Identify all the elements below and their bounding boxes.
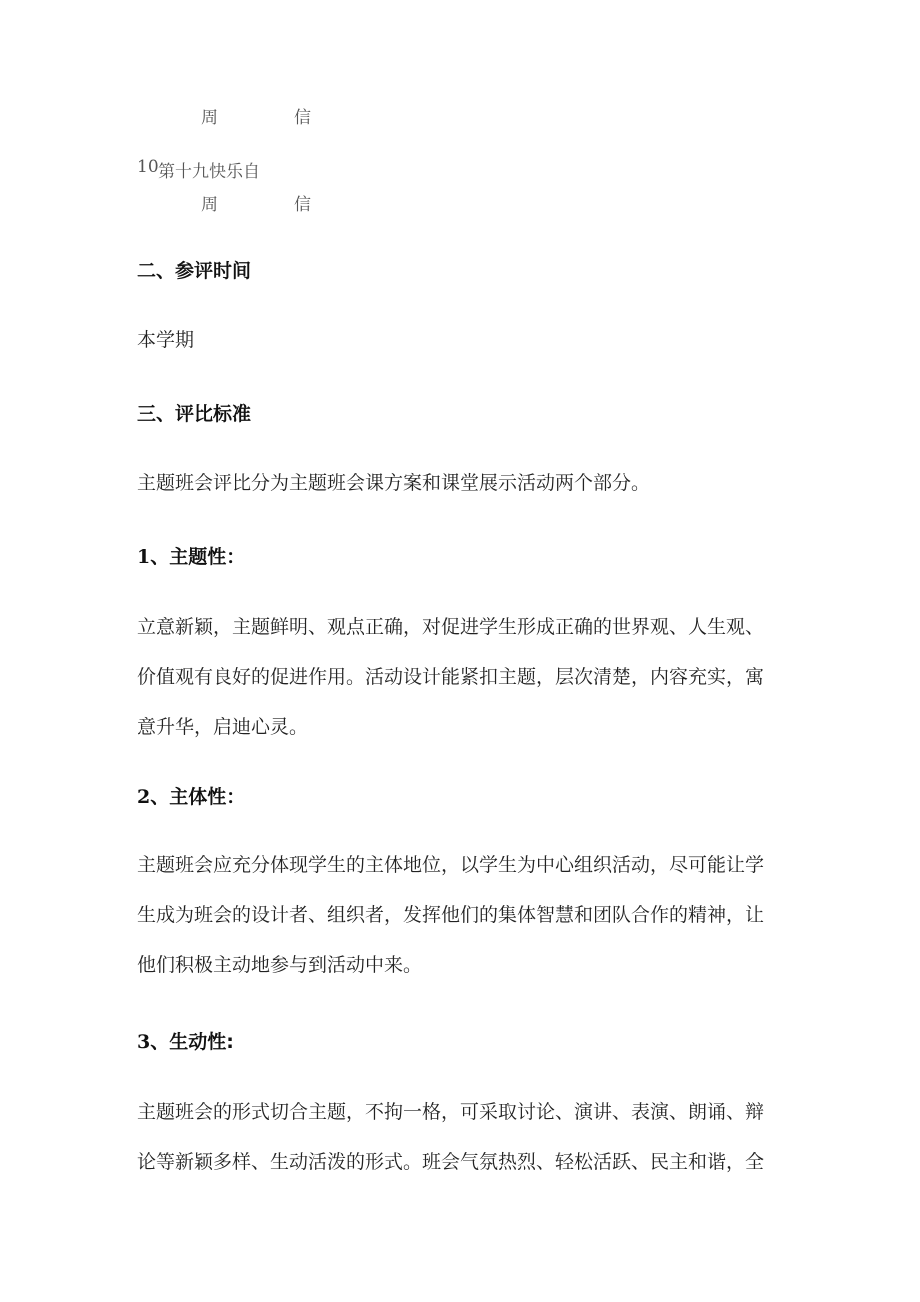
paragraph-line: 立意新颖，主题鲜明、观点正确，对促进学生形成正确的世界观、人生观、 [137, 616, 765, 638]
paragraph-line: 主题班会的形式切合主题，不拘一格，可采取讨论、演讲、表演、朗诵、辩 [137, 1101, 765, 1123]
paragraph-line: 生成为班会的设计者、组织者，发挥他们的集体智慧和团队合作的精神，让 [137, 904, 765, 926]
table-number-cell: 10 [137, 157, 159, 177]
criterion-label: 、主体性： [150, 786, 246, 808]
criterion-paragraph [137, 1087, 764, 1187]
paragraph-line: 论等新颖多样、生动活泼的形式。班会气氛热烈、轻松活跃、民主和谐，全 [137, 1151, 765, 1173]
section-heading: 三、评比标准 [137, 403, 252, 425]
criterion-number: 3 [137, 1031, 151, 1053]
table-week-cell: 周 [201, 108, 218, 128]
table-week-cell: 周 [201, 195, 218, 215]
criterion-paragraph [137, 840, 764, 990]
table-note-cell: 信 [294, 195, 311, 215]
paragraph-line: 主题班会应充分体现学生的主体地位，以学生为中心组织活动，尽可能让学 [137, 854, 765, 876]
criterion-number: 2 [137, 786, 151, 808]
paragraph-line: 他们积极主动地参与到活动中来。 [137, 954, 423, 976]
section-body: 本学期 [137, 329, 195, 351]
paragraph-line: 价值观有良好的促进作用。活动设计能紧扣主题，层次清楚，内容充实，寓 [137, 666, 765, 688]
paragraph-line: 意升华，启迪心灵。 [137, 716, 309, 738]
criterion-heading [137, 1027, 234, 1054]
criterion-label: 、主题性： [150, 546, 246, 568]
criterion-heading [137, 542, 245, 569]
criterion-heading [137, 782, 245, 809]
criterion-number: 1 [137, 546, 151, 568]
section-heading: 二、参评时间 [137, 260, 252, 282]
table-note-cell: 信 [294, 108, 311, 128]
criterion-paragraph [137, 602, 764, 752]
table-title-cell: 第十九快乐自 [158, 162, 260, 182]
section-intro: 主题班会评比分为主题班会课方案和课堂展示活动两个部分。 [137, 472, 651, 494]
criterion-label: 、生动性: [150, 1031, 234, 1053]
